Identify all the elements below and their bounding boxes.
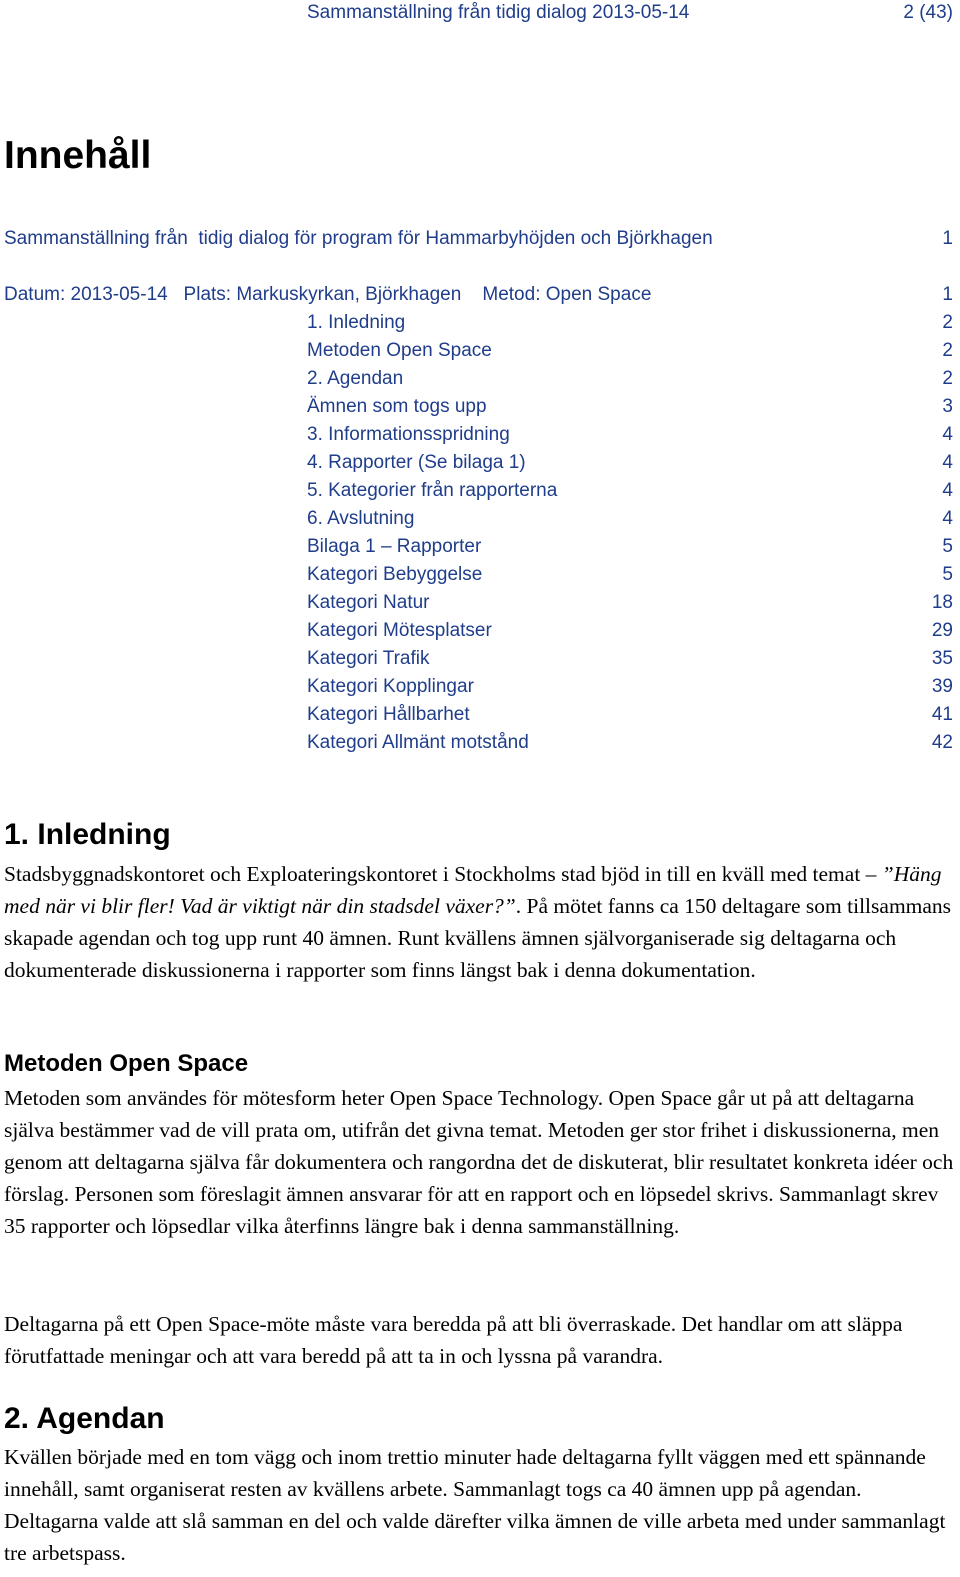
section-agendan-paragraph: Kvällen började med en tom vägg och inom trettio minuter hade deltagarna fyllt väggen med ett spännande innehåll, samt organiserat resten av kvällens arbete. Sammanlagt togs ca 40 ämnen upp på agendan. Deltagarna valde att slå samman en del och valde därefter vilka ämnen de ville arbeta med under sammanlagt tre arbetspass. [4,1445,946,1565]
section-heading-metoden: Metoden Open Space [4,1050,249,1077]
toc-entry-page[interactable]: 41 [931,704,953,725]
toc-entry-label[interactable]: 1. Inledning [307,312,406,333]
toc-entry-label[interactable]: Kategori Trafik [307,648,430,669]
toc-entry-label[interactable]: 6. Avslutning [307,508,415,529]
toc-entry[interactable] [0,592,960,618]
toc-entry[interactable] [0,676,960,702]
toc-entry-page[interactable]: 18 [931,592,953,613]
toc-entry[interactable] [0,452,960,478]
toc-entry-page[interactable]: 2 [942,312,953,333]
toc-entry-label[interactable]: Bilaga 1 – Rapporter [307,536,482,557]
toc-entry-page[interactable]: 4 [942,452,953,473]
toc-entry-page[interactable]: 2 [942,368,953,389]
toc-entry-label[interactable]: Kategori Kopplingar [307,676,474,697]
toc-entry-page[interactable]: 4 [942,508,953,529]
toc-entry[interactable] [0,284,960,310]
section-heading-inledning: 1. Inledning [4,818,171,851]
toc-entry-label[interactable]: Metoden Open Space [307,340,492,361]
toc-entry[interactable] [0,704,960,730]
toc-entry-label[interactable]: 3. Informationsspridning [307,424,510,445]
toc-entry-page[interactable]: 29 [931,620,953,641]
toc-entry-page[interactable]: 5 [942,536,953,557]
toc-entry-label[interactable]: Datum: 2013-05-14 Plats: Markuskyrkan, Björkhagen Metod: Open Space [4,284,652,305]
toc-entry-page[interactable]: 35 [931,648,953,669]
toc-entry-page[interactable]: 3 [942,396,953,417]
toc-entry[interactable] [0,732,960,758]
toc-entry-label[interactable]: Kategori Mötesplatser [307,620,492,641]
section-inledning-paragraph [4,858,956,986]
toc-entry-page[interactable]: 42 [931,732,953,753]
section-metoden-paragraph-1: Metoden som användes för mötesform heter Open Space Technology. Open Space går ut på att deltagarna själva bestämmer vad de vill prata om, utifrån det givna temat. Metoden ger stor frihet i diskussionerna, men genom att deltagarna själva får dokumentera och rangordna det de diskuterat, blir resultatet konkreta idéer och förslag. Personen som föreslagit ämnen ansvarar för att en rapport och en löpsedel skrivs. Sammanlagt skrev 35 rapporter och löpsedlar vilka återfinns längre bak i denna sammanställning. [4,1086,954,1238]
page-header [0,0,960,30]
toc-entry-label[interactable]: 4. Rapporter (Se bilaga 1) [307,452,526,473]
toc-entry[interactable] [0,368,960,394]
toc-entry[interactable] [0,312,960,338]
inledning-quote: ”Häng med när vi blir fler! Vad är viktigt när din stadsdel växer?” [4,862,942,918]
toc-entry[interactable] [0,424,960,450]
toc-entry-label[interactable]: Kategori Natur [307,592,430,613]
toc-entry[interactable] [0,508,960,534]
toc-entry[interactable] [0,564,960,590]
toc-entry-page[interactable]: 39 [931,676,953,697]
toc-entry-label[interactable]: Sammanställning från tidig dialog för program för Hammarbyhöjden och Björkhagen [4,228,713,249]
section-heading-agendan: 2. Agendan [4,1402,165,1435]
toc-entry-page[interactable]: 2 [942,340,953,361]
toc-entry-page[interactable]: 1 [942,284,953,305]
toc-entry-label[interactable]: 2. Agendan [307,368,404,389]
toc-heading: Innehåll [4,134,152,177]
toc-entry-page[interactable]: 1 [942,228,953,249]
toc-entry-page[interactable]: 5 [942,564,953,585]
toc-entry[interactable] [0,228,960,254]
toc-entry[interactable] [0,648,960,674]
toc-entry-label[interactable]: Ämnen som togs upp [307,396,487,417]
toc-entry-label[interactable]: Kategori Hållbarhet [307,704,470,725]
toc-entry-label[interactable]: Kategori Allmänt motstånd [307,732,529,753]
inledning-text-before: Stadsbyggnadskontoret och Exploateringskontoret i Stockholms stad bjöd in till en kväll med temat – [4,862,882,886]
header-title: Sammanställning från tidig dialog 2013-05-14 [307,2,690,23]
toc-entry[interactable] [0,620,960,646]
toc-entry-page[interactable]: 4 [942,424,953,445]
toc-entry[interactable] [0,396,960,422]
toc-entry[interactable] [0,340,960,366]
toc-entry-label[interactable]: Kategori Bebyggelse [307,564,483,585]
toc-entry[interactable] [0,480,960,506]
inledning-text-after: . På mötet fanns ca 150 deltagare som tillsammans skapade agendan och tog upp runt 40 ämnen. Runt kvällens ämnen självorganiserade sig deltagarna och dokumenterade diskussionerna i rapporter som finns längst bak i denna dokumentation. [4,894,952,982]
header-page-number: 2 (43) [903,2,953,23]
toc-entry[interactable] [0,536,960,562]
toc-entry-page[interactable]: 4 [942,480,953,501]
toc-entry-label[interactable]: 5. Kategorier från rapporterna [307,480,558,501]
section-metoden-paragraph-2: Deltagarna på ett Open Space-möte måste vara beredda på att bli överraskade. Det handlar om att släppa förutfattade meningar och att vara beredd på att ta in och lyssna på varandra. [4,1312,903,1368]
